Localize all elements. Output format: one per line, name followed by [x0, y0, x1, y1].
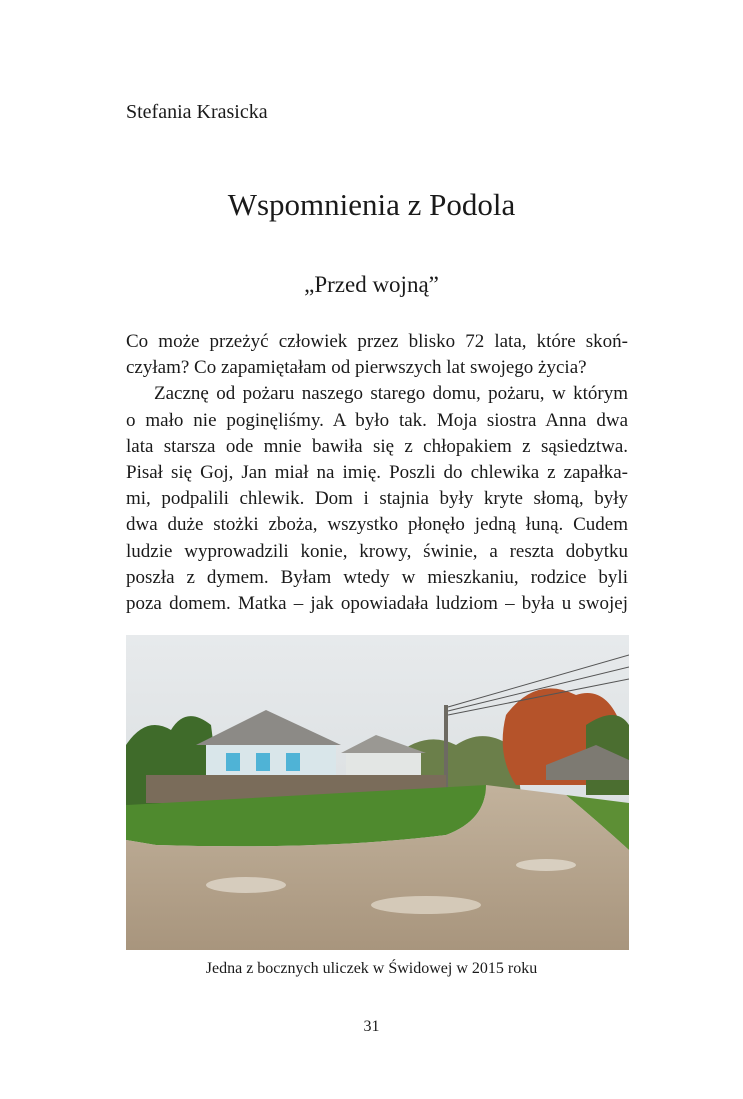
text-line: ludzie wyprowadzili konie, krowy, świnie, a reszta dobytku: [126, 540, 628, 562]
text-line: poza domem. Matka – jak opowiadała ludziom – była u swojej: [126, 593, 628, 615]
text-line: Pisał się Goj, Jan miał na imię. Poszli do chlewika z zapałka-: [126, 462, 628, 484]
photo-illustration: [126, 635, 629, 950]
author-name: Stefania Krasicka: [126, 101, 268, 123]
figure-caption: Jedna z bocznych uliczek w Świdowej w 2015 roku: [205, 960, 538, 977]
text-line: Zacznę od pożaru naszego starego domu, pożaru, w którym: [154, 383, 628, 405]
house-window: [256, 753, 270, 771]
chapter-subtitle: „Przed wojną”: [304, 272, 439, 297]
puddle: [371, 896, 481, 914]
text-line: poszła z dymem. Byłam wtedy w mieszkaniu, rodzice byli: [126, 566, 628, 588]
puddle: [206, 877, 286, 893]
village-street-photo: [126, 635, 629, 950]
house-window: [286, 753, 300, 771]
text-line: Co może przeżyć człowiek przez blisko 72 lata, które skoń-: [126, 331, 628, 352]
text-line: dwa duże stożki zboża, wszystko płonęło jedną łuną. Cudem: [126, 514, 628, 536]
house-window: [226, 753, 240, 771]
chapter-title: Wspomnienia z Podola: [227, 187, 516, 222]
body-paragraphs: [126, 329, 628, 617]
text-line: mi, podpalili chlewik. Dom i stajnia były kryte słomą, były: [126, 488, 628, 510]
puddle: [516, 859, 576, 871]
text-line: o mało nie poginęliśmy. A było tak. Moja siostra Anna dwa: [126, 409, 628, 431]
page-number: 31: [363, 1018, 380, 1035]
text-line: czyłam? Co zapamiętałam od pierwszych lat swojego życia?: [126, 357, 587, 379]
text-line: lata starsza ode mnie bawiła się z chłopakiem z sąsiedztwa.: [126, 435, 628, 457]
